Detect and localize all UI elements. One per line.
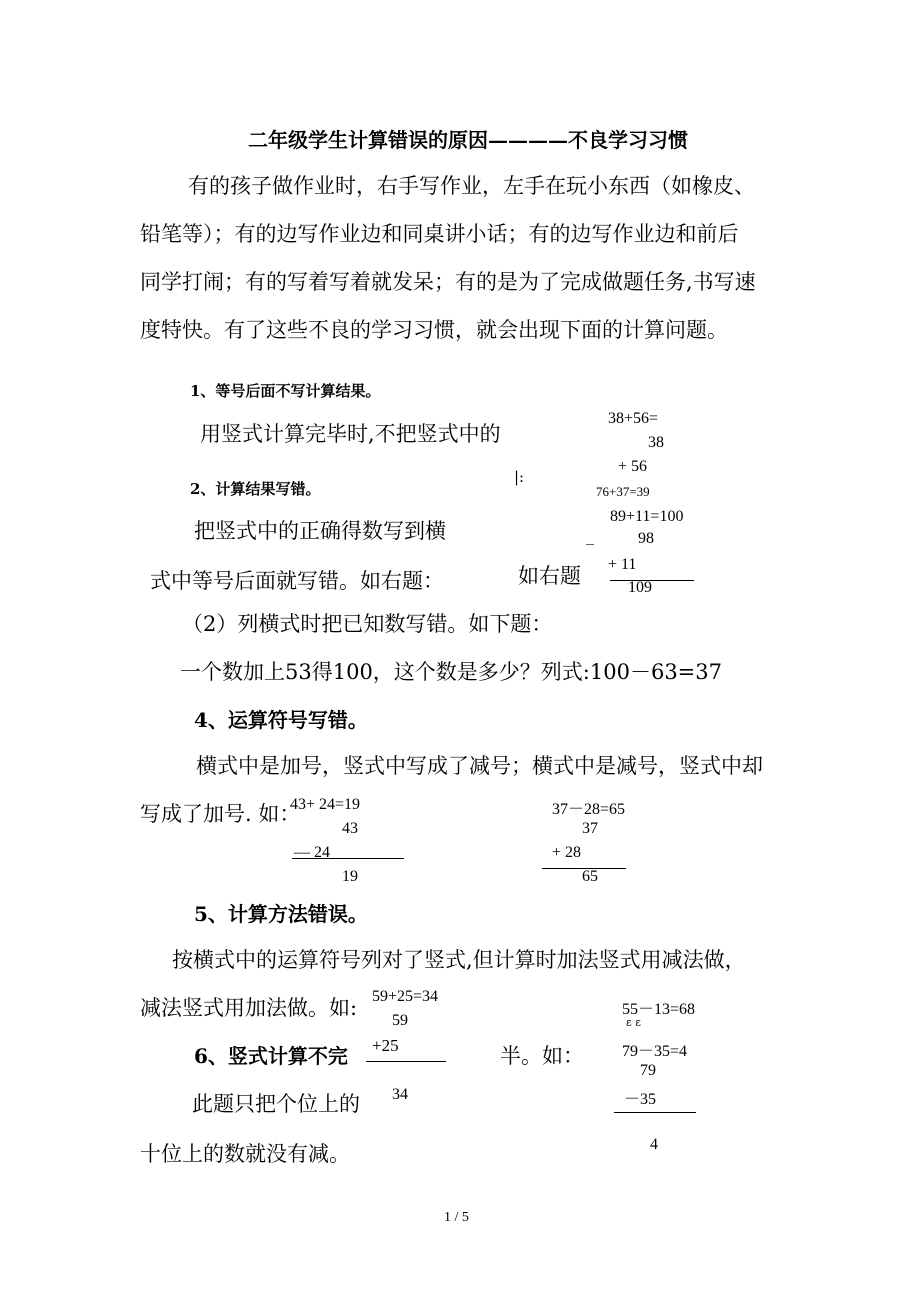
section-5-text-2: 减法竖式用加法做。如: bbox=[140, 996, 358, 1020]
section-4-ex1-line bbox=[292, 858, 404, 859]
section-4-ex2-result: 65 bbox=[582, 868, 598, 885]
section-2-result: 109 bbox=[628, 579, 652, 596]
section-6-heading: 6、竖式计算不完 bbox=[194, 1044, 348, 1068]
section-4-ex2-mid: + 28 bbox=[552, 844, 582, 861]
intro-line-1: 有的孩子做作业时，右手写作业，左手在玩小东西（如橡皮、 bbox=[188, 174, 755, 198]
section-1-mid: + 56 bbox=[618, 458, 648, 475]
section-6-top: 79 bbox=[640, 1062, 656, 1079]
section-4-ex2-top: 37 bbox=[582, 820, 598, 837]
section-2-dash: _ bbox=[586, 526, 594, 545]
page-title: 二年级学生计算错误的原因————不良学习习惯 bbox=[248, 128, 688, 152]
section-6-text-2: 十位上的数就没有减。 bbox=[140, 1142, 350, 1166]
section-4-ex1-top: 43 bbox=[342, 820, 358, 837]
section-1-fragment: |: bbox=[514, 468, 525, 486]
section-2-result-line bbox=[610, 580, 694, 581]
section-6-line bbox=[614, 1112, 696, 1113]
section-2-right-label: 如右题 bbox=[518, 564, 581, 588]
section-2-mid: + 11 bbox=[608, 556, 637, 573]
section-5-ex2-equation: 55－13=68 bbox=[622, 1001, 696, 1018]
section-6-fragment: 半。如： bbox=[500, 1044, 584, 1068]
section-2-text-2: 式中等号后面就写错。如右题： bbox=[150, 569, 444, 593]
section-2-small-equation: 76+37=39 bbox=[596, 484, 650, 499]
intro-line-3: 同学打闹；有的写着写着就发呆；有的是为了完成做题任务,书写速 bbox=[140, 270, 756, 294]
section-1-top: 38 bbox=[648, 434, 664, 451]
section-2-equation: 89+11=100 bbox=[610, 508, 684, 525]
page-number: 1 / 5 bbox=[444, 1210, 469, 1225]
section-2b-example: 一个数加上53得100，这个数是多少？列式:100－63=37 bbox=[180, 660, 722, 684]
section-5-ex1-mid: +25 bbox=[372, 1036, 399, 1055]
section-2b-text: （2）列横式时把已知数写错。如下题： bbox=[182, 612, 553, 636]
section-5-text-1: 按横式中的运算符号列对了竖式,但计算时加法竖式用减法做， bbox=[172, 948, 746, 972]
section-5-ex1-equation: 59+25=34 bbox=[372, 988, 439, 1005]
section-6-result: 4 bbox=[650, 1136, 658, 1153]
section-4-text-2: 写成了加号. 如： bbox=[140, 802, 301, 826]
section-1-heading: 1、等号后面不写计算结果。 bbox=[190, 382, 381, 400]
intro-line-4: 度特快。有了这些不良的学习习惯，就会出现下面的计算问题。 bbox=[140, 318, 728, 342]
intro-line-2: 铅笔等）；有的边写作业边和同桌讲小话；有的边写作业边和前后 bbox=[140, 222, 739, 246]
section-1-text: 用竖式计算完毕时,不把竖式中的 bbox=[200, 422, 501, 446]
section-4-heading: 4、运算符号写错。 bbox=[194, 708, 368, 732]
section-4-ex1-result: 19 bbox=[342, 868, 358, 885]
section-5-ex1-result: 34 bbox=[392, 1086, 408, 1103]
section-4-ex2-equation: 37－28=65 bbox=[552, 801, 626, 818]
section-5-ex2-marks: ε ε bbox=[626, 1016, 641, 1029]
section-1-equation: 38+56= bbox=[608, 410, 659, 427]
section-6-mid: －35 bbox=[624, 1091, 657, 1108]
section-4-text-1: 横式中是加号，竖式中写成了减号；横式中是减号，竖式中却 bbox=[196, 754, 763, 778]
section-2-text-1: 把竖式中的正确得数写到横 bbox=[194, 519, 446, 543]
section-2-heading: 2、计算结果写错。 bbox=[190, 480, 321, 498]
section-6-equation: 79－35=4 bbox=[622, 1043, 688, 1060]
section-6-text-1: 此题只把个位上的 bbox=[192, 1092, 360, 1116]
section-5-ex1-line bbox=[366, 1061, 446, 1062]
section-4-ex1-equation: 43+ 24=19 bbox=[290, 796, 361, 813]
section-5-ex1-top: 59 bbox=[392, 1012, 408, 1029]
section-4-ex1-mid: — 24 bbox=[294, 844, 330, 861]
section-2-top: 98 bbox=[638, 530, 654, 547]
section-5-heading: 5、计算方法错误。 bbox=[194, 902, 368, 926]
